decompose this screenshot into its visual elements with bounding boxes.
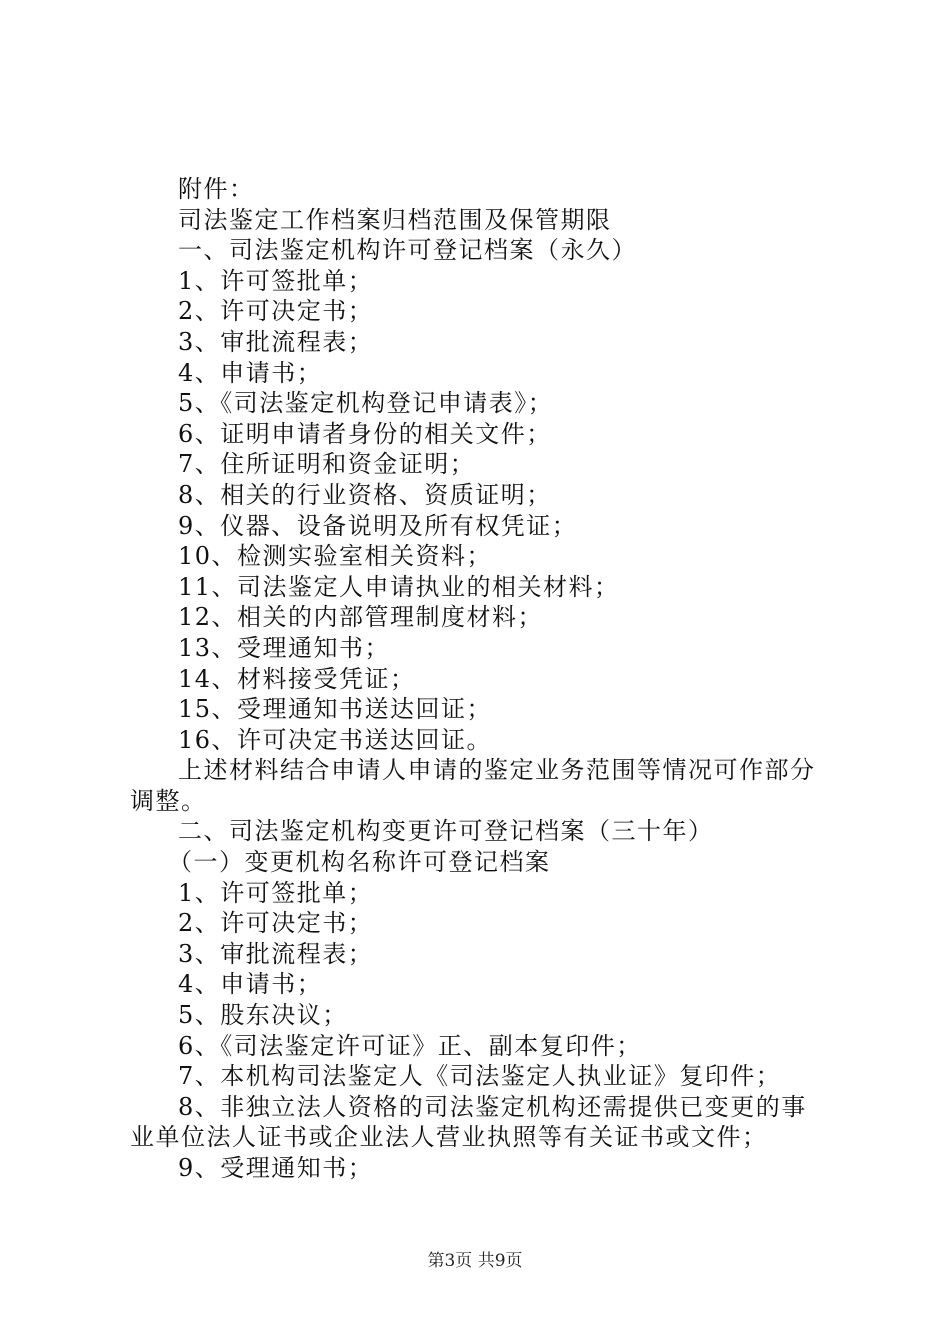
section-1-item: 3、审批流程表； <box>178 327 374 356</box>
section-2-item: 3、审批流程表； <box>178 939 374 968</box>
section-1-item: 14、材料接受凭证； <box>178 664 416 693</box>
section-1-note: 上述材料结合申请人申请的鉴定业务范围等情况可作部分调整。 <box>130 756 816 815</box>
section-1-item: 2、许可决定书； <box>178 297 374 326</box>
section-2-item: 4、申请书； <box>178 970 323 999</box>
section-2-item: 1、许可签批单； <box>178 878 374 907</box>
section-2-item: 2、许可决定书； <box>178 909 374 938</box>
section-2-item: 5、股东决议； <box>178 1001 348 1030</box>
section-1-item: 1、许可签批单； <box>178 266 374 295</box>
section-2-item: 7、本机构司法鉴定人《司法鉴定人执业证》复印件； <box>178 1062 782 1091</box>
section-1-item: 4、申请书； <box>178 358 323 387</box>
section-1-item: 15、受理通知书送达回证； <box>178 695 493 724</box>
document-body <box>130 174 830 1184</box>
section-1-item: 13、受理通知书； <box>178 633 391 662</box>
section-2-heading: 二、司法鉴定机构变更许可登记档案（三十年） <box>178 817 714 846</box>
section-1-item: 6、证明申请者身份的相关文件； <box>178 419 552 448</box>
section-2-subheading: （一）变更机构名称许可登记档案 <box>168 848 551 877</box>
section-1-item: 10、检测实验室相关资料； <box>178 542 493 571</box>
section-1-item: 8、相关的行业资格、资质证明； <box>178 480 552 509</box>
document-title: 司法鉴定工作档案归档范围及保管期限 <box>178 205 612 234</box>
section-1-item: 5、《司法鉴定机构登记申请表》； <box>178 389 554 418</box>
section-1-item: 16、许可决定书送达回证。 <box>178 725 493 754</box>
section-1-item: 9、仪器、设备说明及所有权凭证； <box>178 511 578 540</box>
section-1-heading: 一、司法鉴定机构许可登记档案（永久） <box>178 236 637 265</box>
section-2-item: 6、《司法鉴定许可证》正、副本复印件； <box>178 1031 642 1060</box>
section-2-item: 9、受理通知书； <box>178 1154 374 1182</box>
section-1-item: 12、相关的内部管理制度材料； <box>178 603 544 632</box>
section-2-item: 8、非独立法人资格的司法鉴定机构还需提供已变更的事业单位法人证书或企业法人营业执照等有关证书或文件； <box>130 1092 807 1152</box>
section-1-item: 11、司法鉴定人申请执业的相关材料； <box>178 572 620 601</box>
section-1-item: 7、住所证明和资金证明； <box>178 450 476 479</box>
attachment-label: 附件： <box>178 175 255 203</box>
page-number-footer: 第3页 共9页 <box>427 1251 523 1271</box>
